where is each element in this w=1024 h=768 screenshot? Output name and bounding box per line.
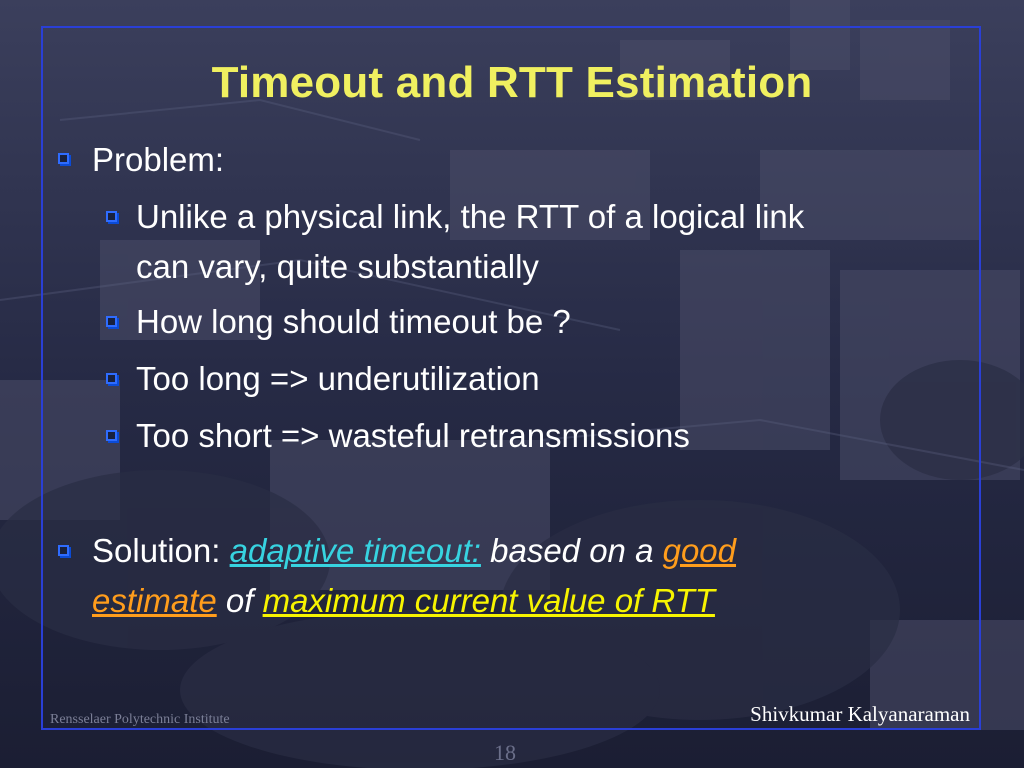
of-text: of bbox=[225, 582, 254, 619]
sub-bullet-icon bbox=[106, 316, 117, 334]
institute-footer: Rensselaer Polytechnic Institute bbox=[50, 712, 230, 727]
based-on-text: based on a bbox=[490, 532, 654, 569]
maximum-rtt-text: maximum current value of RTT bbox=[262, 582, 715, 619]
adaptive-timeout-text: adaptive timeout: bbox=[229, 532, 481, 569]
sub-bullet-text-continued: can vary, quite substantially bbox=[136, 248, 539, 285]
sub-bullet-text: Unlike a physical link, the RTT of a logical link bbox=[136, 198, 805, 235]
solution-item bbox=[92, 526, 952, 626]
estimate-text: estimate bbox=[92, 582, 217, 619]
slide-title: Timeout and RTT Estimation bbox=[211, 58, 813, 107]
problem-label: Problem: bbox=[92, 141, 225, 178]
solution-label: Solution: bbox=[92, 532, 221, 569]
sub-bullet-item: Too long => underutilization bbox=[136, 360, 540, 397]
sub-bullet-icon bbox=[106, 430, 117, 448]
author-footer: Shivkumar Kalyanaraman bbox=[750, 702, 970, 726]
bullet-icon bbox=[58, 545, 69, 563]
sub-bullet-item: Too short => wasteful retransmissions bbox=[136, 417, 690, 454]
sub-bullet-item: How long should timeout be ? bbox=[136, 303, 571, 340]
sub-bullet-icon bbox=[106, 373, 117, 391]
page-number: 18 bbox=[494, 740, 516, 765]
good-text: good bbox=[662, 532, 737, 569]
sub-bullet-icon bbox=[106, 211, 117, 229]
sub-bullet-item bbox=[136, 192, 976, 292]
bullet-icon bbox=[58, 153, 69, 171]
